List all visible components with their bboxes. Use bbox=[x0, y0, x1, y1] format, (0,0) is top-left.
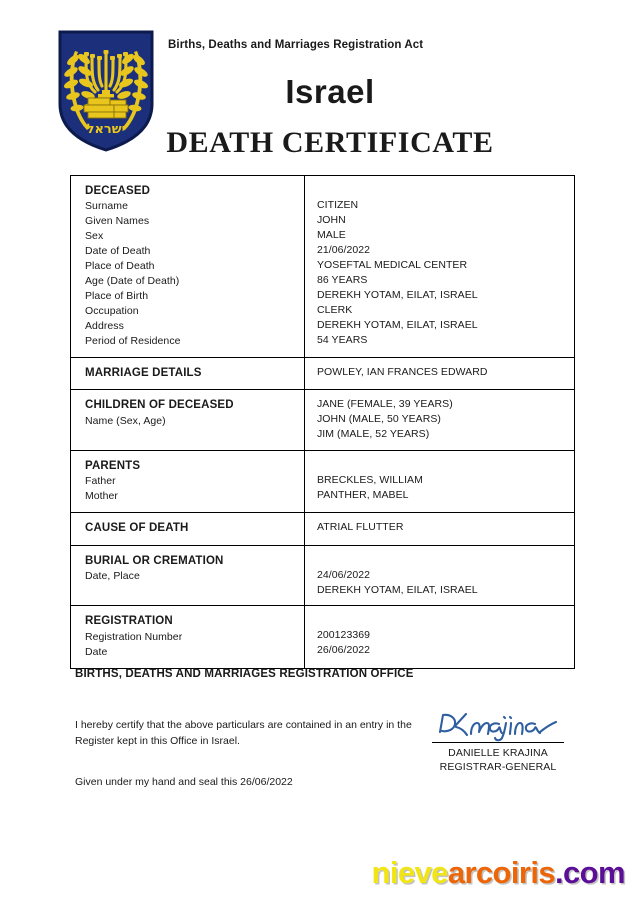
field-label: Name (Sex, Age) bbox=[85, 414, 166, 427]
section-title: PARENTS bbox=[85, 460, 141, 473]
field-value: JOHN (MALE, 50 YEARS) bbox=[317, 413, 441, 426]
section-title: REGISTRATION bbox=[85, 615, 173, 628]
certificate-table-body bbox=[71, 176, 574, 668]
section-title: DECEASED bbox=[85, 185, 151, 197]
field-label: Date bbox=[85, 645, 108, 658]
section-label-cell bbox=[71, 513, 305, 545]
section-title: MARRIAGE DETAILS bbox=[85, 366, 202, 379]
field-value: 26/06/2022 bbox=[317, 644, 371, 657]
field-value: POWLEY, IAN FRANCES EDWARD bbox=[317, 365, 488, 378]
field-value: 24/06/2022 bbox=[317, 568, 371, 581]
watermark-part-3: .com bbox=[555, 855, 625, 890]
field-label: Occupation bbox=[85, 305, 139, 317]
section-label-cell bbox=[71, 390, 305, 451]
certificate-header bbox=[0, 0, 643, 160]
certify-statement: I hereby certify that the above particulars are contained in an entry in the Register kept in this Office in Israel. bbox=[75, 719, 412, 748]
field-value: JIM (MALE, 52 YEARS) bbox=[317, 428, 430, 441]
field-value: DEREKH YOTAM, EILAT, ISRAEL bbox=[317, 318, 478, 331]
field-label: Date, Place bbox=[85, 569, 140, 582]
field-value: 200123369 bbox=[317, 629, 371, 642]
section-value-cell bbox=[305, 545, 575, 606]
certificate-table bbox=[70, 175, 575, 669]
section-value-cell bbox=[305, 357, 575, 389]
field-label: Given Names bbox=[85, 215, 150, 228]
field-label: Sex bbox=[85, 230, 104, 243]
field-value: DEREKH YOTAM, EILAT, ISRAEL bbox=[317, 583, 478, 596]
section-label-cell bbox=[71, 606, 305, 668]
field-label: Mother bbox=[85, 490, 118, 503]
section-title: CAUSE OF DEATH bbox=[85, 522, 189, 535]
section-value-cell bbox=[305, 606, 575, 668]
section-value-cell bbox=[305, 451, 575, 513]
document-title: DEATH CERTIFICATE bbox=[166, 126, 494, 159]
field-label: Place of Birth bbox=[85, 290, 149, 303]
signature-rule bbox=[432, 742, 564, 743]
section-value-cell bbox=[305, 390, 575, 451]
signatory-name: DANIELLE KRAJINA bbox=[448, 747, 548, 759]
signature-icon bbox=[435, 708, 561, 742]
field-label: Date of Death bbox=[85, 245, 151, 258]
field-value: MALE bbox=[317, 228, 346, 241]
field-value: JANE (FEMALE, 39 YEARS) bbox=[317, 398, 453, 411]
field-value: DEREKH YOTAM, EILAT, ISRAEL bbox=[317, 288, 478, 301]
emblem-hebrew-text: ישראל bbox=[86, 122, 126, 137]
given-under-hand-text: Given under my hand and seal this 26/06/2022 bbox=[75, 776, 293, 788]
table-row bbox=[71, 513, 574, 545]
emblem-of-israel bbox=[58, 30, 154, 152]
table-row bbox=[71, 606, 574, 668]
section-label-cell bbox=[71, 357, 305, 389]
section-label-cell bbox=[71, 545, 305, 606]
act-line: Births, Deaths and Marriages Registration Act bbox=[168, 39, 424, 51]
field-label: Registration Number bbox=[85, 630, 183, 643]
section-title: CHILDREN OF DECEASED bbox=[85, 399, 234, 412]
table-row bbox=[71, 390, 574, 451]
field-value: CLERK bbox=[317, 303, 353, 316]
field-label: Address bbox=[85, 319, 124, 332]
field-label: Age (Date of Death) bbox=[85, 275, 180, 288]
section-label-cell bbox=[71, 176, 305, 357]
watermark-part-2: arcoiris bbox=[447, 855, 556, 890]
section-title: BURIAL OR CREMATION bbox=[85, 554, 224, 567]
signatory-role: REGISTRAR-GENERAL bbox=[439, 761, 557, 774]
country-name: Israel bbox=[285, 73, 375, 110]
field-value: YOSEFTAL MEDICAL CENTER bbox=[317, 258, 468, 271]
field-value: ATRIAL FLUTTER bbox=[317, 521, 404, 534]
table-row bbox=[71, 451, 574, 513]
section-label-cell bbox=[71, 451, 305, 513]
field-value: BRECKLES, WILLIAM bbox=[317, 474, 423, 486]
table-row bbox=[71, 357, 574, 389]
field-value: PANTHER, MABEL bbox=[317, 488, 409, 501]
field-value: CITIZEN bbox=[317, 198, 359, 211]
table-row bbox=[71, 176, 574, 357]
field-label: Father bbox=[85, 475, 116, 488]
field-value: 86 YEARS bbox=[317, 273, 368, 286]
field-label: Surname bbox=[85, 200, 128, 213]
watermark-part-1: nieve bbox=[371, 855, 448, 890]
field-label: Place of Death bbox=[85, 260, 155, 273]
signature-block bbox=[432, 708, 564, 774]
site-watermark bbox=[372, 855, 625, 891]
table-row bbox=[71, 545, 574, 606]
field-value: JOHN bbox=[317, 213, 346, 226]
registration-office-heading: BIRTHS, DEATHS AND MARRIAGES REGISTRATION OFFICE bbox=[75, 668, 414, 680]
field-label: Period of Residence bbox=[85, 334, 181, 347]
field-value: 54 YEARS bbox=[317, 333, 368, 346]
section-value-cell bbox=[305, 176, 575, 357]
field-value: 21/06/2022 bbox=[317, 243, 371, 256]
section-value-cell bbox=[305, 513, 575, 545]
